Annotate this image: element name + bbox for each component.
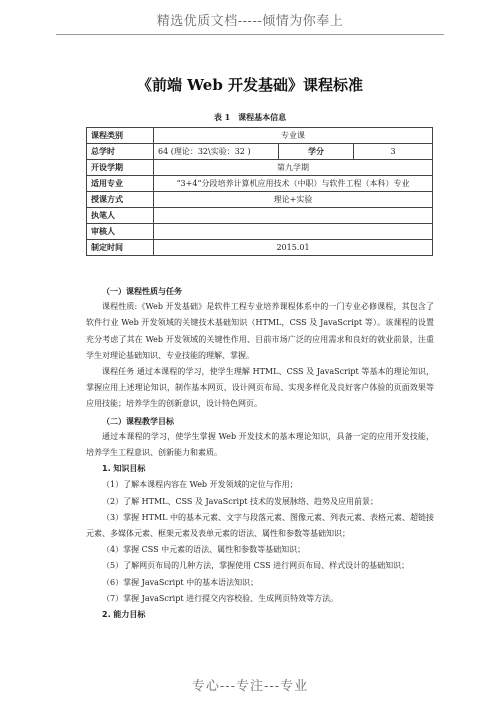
table-row [87, 128, 433, 144]
page-footer: 专心---专注---专业 [191, 679, 309, 694]
table-row [87, 224, 433, 240]
method-value: 理论+实验 [154, 192, 433, 208]
credit-label: 学分 [279, 144, 354, 160]
author-value [154, 208, 433, 224]
subheading-knowledge: 1. 知识目标 [102, 464, 146, 474]
course-info-table [86, 127, 433, 256]
page-header: 精选优质文档-----倾情为你奉上 [156, 14, 344, 29]
table-row [87, 160, 433, 176]
date-label: 制定时间 [87, 240, 154, 256]
document-body [86, 283, 434, 623]
document-title: 《前端 Web 开发基础》课程标准 [136, 76, 364, 94]
table-row [87, 240, 433, 256]
table-row [87, 144, 433, 160]
reviewer-value [154, 224, 433, 240]
category-value: 专业课 [154, 128, 433, 144]
table-row [87, 176, 433, 192]
table-caption: 表 1 课程基本信息 [213, 112, 287, 122]
hours-value: 64 (理论：32\实验：32 ) [154, 144, 279, 160]
header-divider [56, 34, 444, 35]
table-row [87, 192, 433, 208]
term-label: 开设学期 [87, 160, 154, 176]
section-heading-nature: （一）课程性质与任务 [102, 286, 182, 296]
paragraph-objectives: 通过本课程的学习，使学生掌握 Web 开发技术的基本理论知识，具备一定的应用开发技能，培养学生工程意识、创新能力和素质。 [86, 431, 434, 458]
date-value: 2015.01 [154, 240, 433, 256]
major-value: “3+4”分段培养计算机应用技术（中职）与软件工程（本科）专业 [154, 176, 433, 192]
list-item: （5）了解网页布局的几种方法，掌握使用 CSS 进行网页布局、样式设计的基础知识； [102, 561, 410, 571]
hours-label: 总学时 [87, 144, 154, 160]
list-item: （7）掌握 JavaScript 进行提交内容校验、生成网页特效等方法。 [102, 593, 339, 603]
author-label: 执笔人 [87, 208, 154, 224]
reviewer-label: 审核人 [87, 224, 154, 240]
paragraph-course-nature: 课程性质:《Web 开发基础》是软件工程专业培养课程体系中的一门专业必修课程，其包含了软件行业 Web 开发领域的关键技术基础知识（HTML，CSS 及 JavaScript 等）。该课程的设置充分考虑了其在 Web 开发领域的关键性作用、目前市场广泛的应用需求和良好的就业前景，注重学生对理论基础知识、专业技能的理解、掌握。 [86, 302, 434, 360]
list-item: （1）了解本课程内容在 Web 开发领域的定位与作用； [102, 480, 298, 490]
list-item: （3）掌握 HTML 中的基本元素、文字与段落元素、图像元素、列表元素、表格元素、超链接元素、多媒体元素、框架元素及表单元素的语法、属性和参数等基础知识； [86, 512, 434, 539]
section-heading-objectives: （二）课程教学目标 [102, 415, 174, 426]
term-value: 第九学期 [154, 160, 433, 176]
list-item: （2）了解 HTML、CSS 及 JavaScript 技术的发展脉络、趋势及应用前景； [102, 496, 378, 506]
table-row [87, 208, 433, 224]
method-label: 授课方式 [87, 192, 154, 208]
list-item: （6）掌握 JavaScript 中的基本语法知识； [102, 577, 259, 587]
major-label: 适用专业 [87, 176, 154, 192]
list-item: （4）掌握 CSS 中元素的语法、属性和参数等基础知识； [102, 545, 306, 555]
subheading-ability: 2. 能力目标 [102, 610, 146, 620]
paragraph-course-task: 课程任务 通过本课程的学习，使学生理解 HTML、CSS 及 JavaScript 等基本的理论知识，掌握应用上述理论知识，制作基本网页、设计网页布局、实现多样化及良好客户体验的页面效果等应用技能；培养学生的创新意识，设计特色网页。 [86, 367, 434, 409]
category-label: 课程类别 [87, 128, 154, 144]
credit-value: 3 [354, 144, 433, 160]
